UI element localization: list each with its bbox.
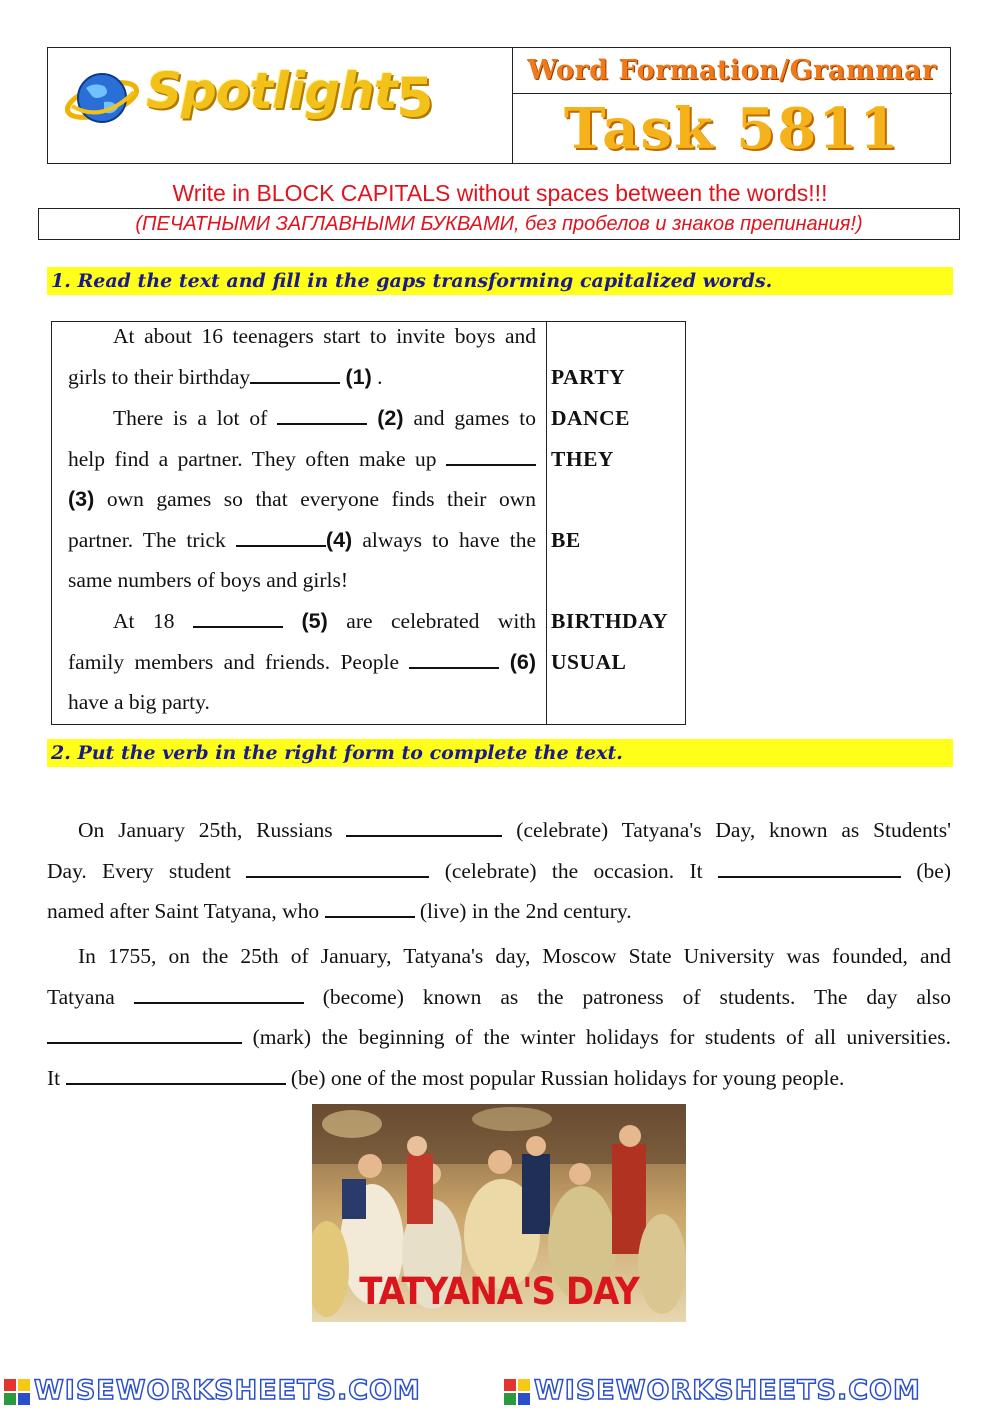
footer-bar [0, 1371, 1000, 1413]
text-line [68, 560, 536, 601]
gap-input[interactable] [134, 985, 304, 1004]
gap-number: (4) [325, 528, 353, 552]
text-span: On January 25th, Russians [78, 818, 333, 842]
text-span: (mark) the beginning of the winter holidays for students of all universities. [252, 1025, 951, 1049]
gap-input[interactable] [47, 1025, 242, 1044]
task-title: Task 5811 [563, 96, 901, 162]
text-line [113, 398, 536, 439]
brand-text[interactable]: WISEWORKSHEETS.COM [34, 1375, 421, 1406]
text-span: same numbers of boys and girls! [68, 568, 349, 592]
section-1-heading: 1. Read the text and fill in the gaps transforming capitalized words. [47, 267, 953, 295]
exercise-table [51, 321, 686, 725]
gap-input[interactable] [66, 1066, 286, 1085]
keyword: THEY [551, 447, 614, 471]
text-span: (celebrate) Tatyana's Day, known as Students' [516, 818, 952, 842]
text-span: own games so that everyone finds their own [106, 487, 536, 511]
section-2-heading: 2. Put the verb in the right form to complete the text. [47, 739, 953, 767]
globe-icon [64, 66, 140, 130]
brand-logo-icon [504, 1379, 530, 1405]
gap-number: (2) [377, 406, 404, 430]
gap-input[interactable] [277, 406, 367, 425]
text-span: girls to their birthday [68, 365, 251, 389]
text-line [68, 682, 536, 723]
text-span: In 1755, on the 25th of January, Tatyana's day, Moscow State University was founded, and [78, 944, 951, 968]
gap-number: (1) [345, 365, 372, 389]
text-line [68, 479, 536, 520]
text-span: . [377, 365, 383, 389]
text-line [68, 439, 536, 480]
keyword: BIRTHDAY [551, 609, 669, 633]
text-line [47, 891, 951, 932]
text-span: It [47, 1066, 61, 1090]
gap-input[interactable] [409, 650, 499, 669]
keyword: DANCE [551, 406, 630, 430]
text-span: (become) known as the patroness of students. The day also [322, 985, 952, 1009]
instruction-line: Write in BLOCK CAPITALS without spaces between the words!!! [172, 180, 828, 206]
gap-number: (3) [68, 487, 95, 511]
text-span: named after Saint Tatyana, who [47, 899, 320, 923]
ball-painting [312, 1104, 686, 1322]
logo-text: Spotlight [146, 62, 397, 120]
text-span: partner. The trick [68, 528, 226, 552]
text-span: (be) one of the most popular Russian holidays for young people. [290, 1066, 845, 1090]
text-line [68, 357, 536, 398]
logo-number: 5 [396, 66, 434, 129]
brand-logo-icon [4, 1379, 30, 1405]
text-span: Day. Every student [47, 859, 231, 883]
table-divider [546, 322, 547, 724]
gap-input[interactable] [346, 818, 502, 837]
gap-input[interactable] [325, 899, 415, 918]
text-span: (celebrate) the occasion. It [444, 859, 703, 883]
text-span: (live) in the 2nd century. [419, 899, 632, 923]
picture-caption: TATYANA'S DAY [359, 1270, 639, 1314]
keyword: PARTY [551, 365, 626, 389]
keyword: USUAL [551, 650, 627, 674]
text-line [47, 977, 951, 1018]
gap-number: (5) [301, 609, 328, 633]
keyword: BE [551, 528, 581, 552]
text-line [47, 936, 951, 977]
category-title: Word Formation/Grammar [527, 55, 937, 86]
text-span: At 18 [113, 609, 175, 633]
gap-input[interactable] [250, 365, 340, 384]
text-span: Tatyana [47, 985, 115, 1009]
text-line [113, 316, 536, 357]
text-span: (be) [916, 859, 951, 883]
gap-input[interactable] [718, 859, 901, 878]
gap-input[interactable] [446, 447, 536, 466]
text-line [113, 601, 536, 642]
gap-input[interactable] [193, 609, 283, 628]
text-line [47, 810, 951, 851]
header-box [47, 47, 951, 164]
text-line [47, 851, 951, 892]
text-span: have a big party. [68, 690, 210, 714]
text-span: help find a partner. They often make up [68, 447, 437, 471]
gap-input[interactable] [246, 859, 429, 878]
gap-input[interactable] [236, 528, 326, 547]
gap-number: (6) [509, 650, 536, 674]
text-span: There is a lot of [113, 406, 268, 430]
text-span: At about 16 teenagers start to invite boys and [113, 324, 536, 348]
text-line [68, 642, 536, 683]
text-span: are celebrated with [346, 609, 537, 633]
text-line [47, 1017, 951, 1058]
text-line [68, 520, 536, 561]
text-line [47, 1058, 951, 1099]
instruction-box: (ПЕЧАТНЫМИ ЗАГЛАВНЫМИ БУКВАМИ, без пробелов и знаков препинания!) [38, 208, 960, 240]
brand-text[interactable]: WISEWORKSHEETS.COM [534, 1375, 921, 1406]
text-span: and games to [413, 406, 537, 430]
text-span: family members and friends. People [68, 650, 399, 674]
text-span: always to have the [362, 528, 537, 552]
